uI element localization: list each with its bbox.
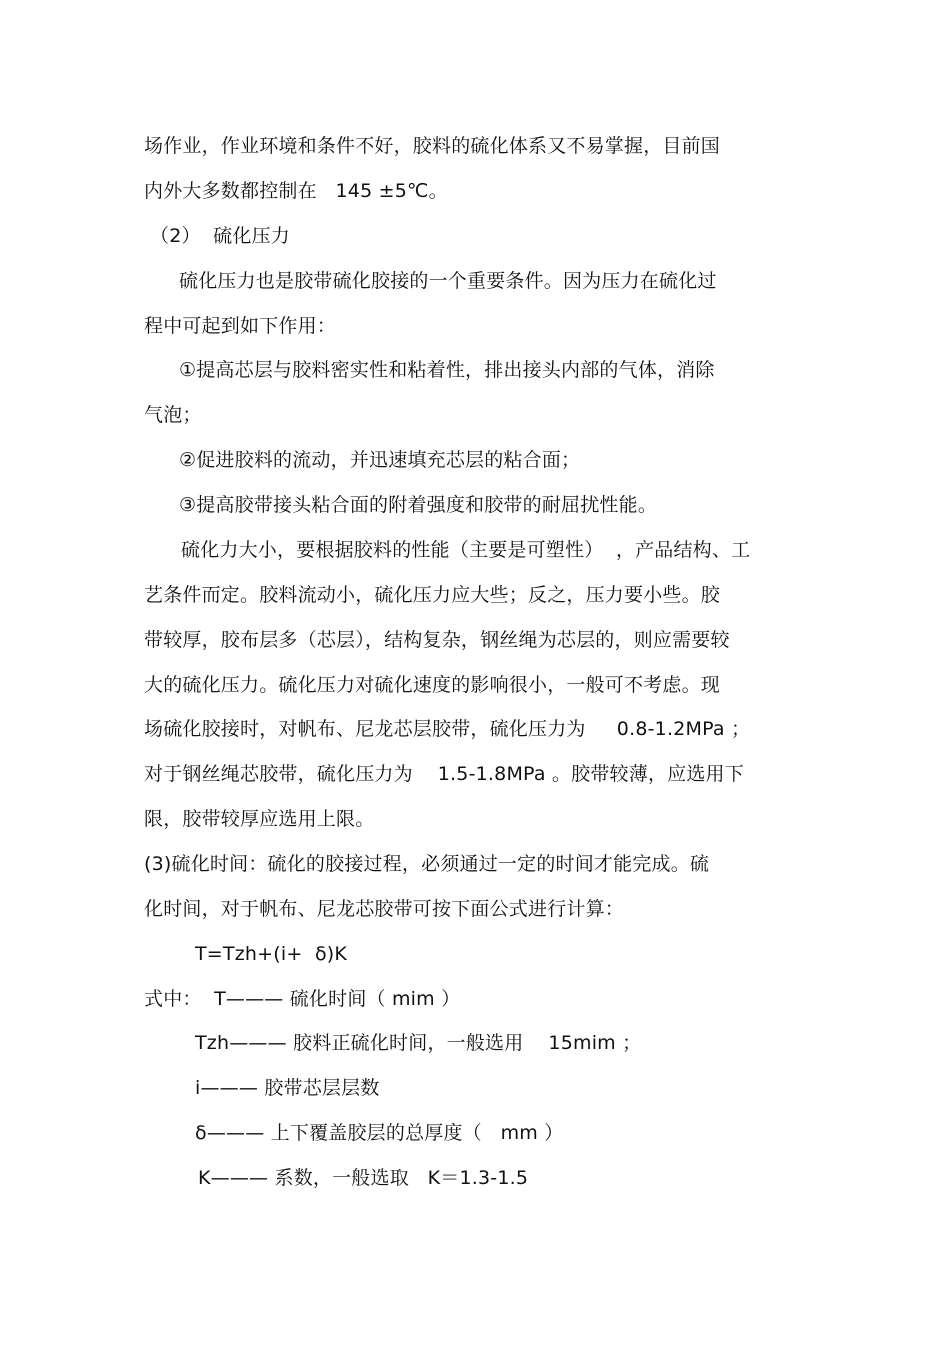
text-line-11: 艺条件而定。胶料流动小，硫化压力应大些；反之，压力要小些。胶 (144, 584, 721, 606)
text-line-18: 化时间，对于帆布、尼龙芯胶带可按下面公式进行计算： (144, 898, 625, 920)
list-item-1: ①提高芯层与胶料密实性和粘着性，排出接头内部的气体，消除 (179, 359, 715, 381)
text-line-16: 限，胶带较厚应选用上限。 (144, 808, 375, 830)
text-line-5: 程中可起到如下作用： (144, 315, 337, 337)
text-line-2: 内外大多数都控制在 145 ±5℃。 (144, 180, 448, 202)
formula-def-k: K——— 系数，一般选取 K＝1.3-1.5 (198, 1167, 529, 1189)
list-item-2: ②促进胶料的流动，并迅速填充芯层的粘合面； (179, 449, 581, 471)
text-line-13: 大的硫化压力。硫化压力对硫化速度的影响很小，一般可不考虑。现 (144, 674, 721, 696)
text-line-15: 对于钢丝绳芯胶带，硫化压力为 1.5-1.8MPa 。胶带较薄，应选用下 (144, 763, 744, 785)
text-line-12: 带较厚，胶布层多（芯层），结构复杂，钢丝绳为芯层的，则应需要较 (144, 629, 730, 651)
text-line-10: 硫化力大小，要根据胶料的性能（主要是可塑性） ，产品结构、工 (181, 539, 751, 561)
text-line-4: 硫化压力也是胶带硫化胶接的一个重要条件。因为压力在硫化过 (179, 270, 717, 292)
list-item-3: ③提高胶带接头粘合面的附着强度和胶带的耐屈扰性能。 (179, 494, 658, 516)
formula-def-delta: δ——— 上下覆盖胶层的总厚度（ mm ） (195, 1122, 564, 1144)
formula-def-tzh: Tzh——— 胶料正硫化时间，一般选用 15mim ； (195, 1032, 642, 1054)
section-heading-pressure: （2） 硫化压力 (150, 225, 290, 247)
formula-def-t: 式中： T——— 硫化时间（ mim ） (144, 988, 461, 1010)
text-line-1: 场作业，作业环境和条件不好，胶料的硫化体系又不易掌握，目前国 (144, 135, 721, 157)
formula-def-i: i——— 胶带芯层层数 (195, 1077, 380, 1099)
text-line-14: 场硫化胶接时，对帆布、尼龙芯层胶带，硫化压力为 0.8-1.2MPa ； (144, 718, 751, 740)
list-item-1-cont: 气泡； (144, 404, 202, 426)
formula: T=Tzh+(i+ δ)K (195, 943, 348, 965)
section-heading-time: (3)硫化时间：硫化的胶接过程，必须通过一定的时间才能完成。硫 (144, 853, 710, 875)
